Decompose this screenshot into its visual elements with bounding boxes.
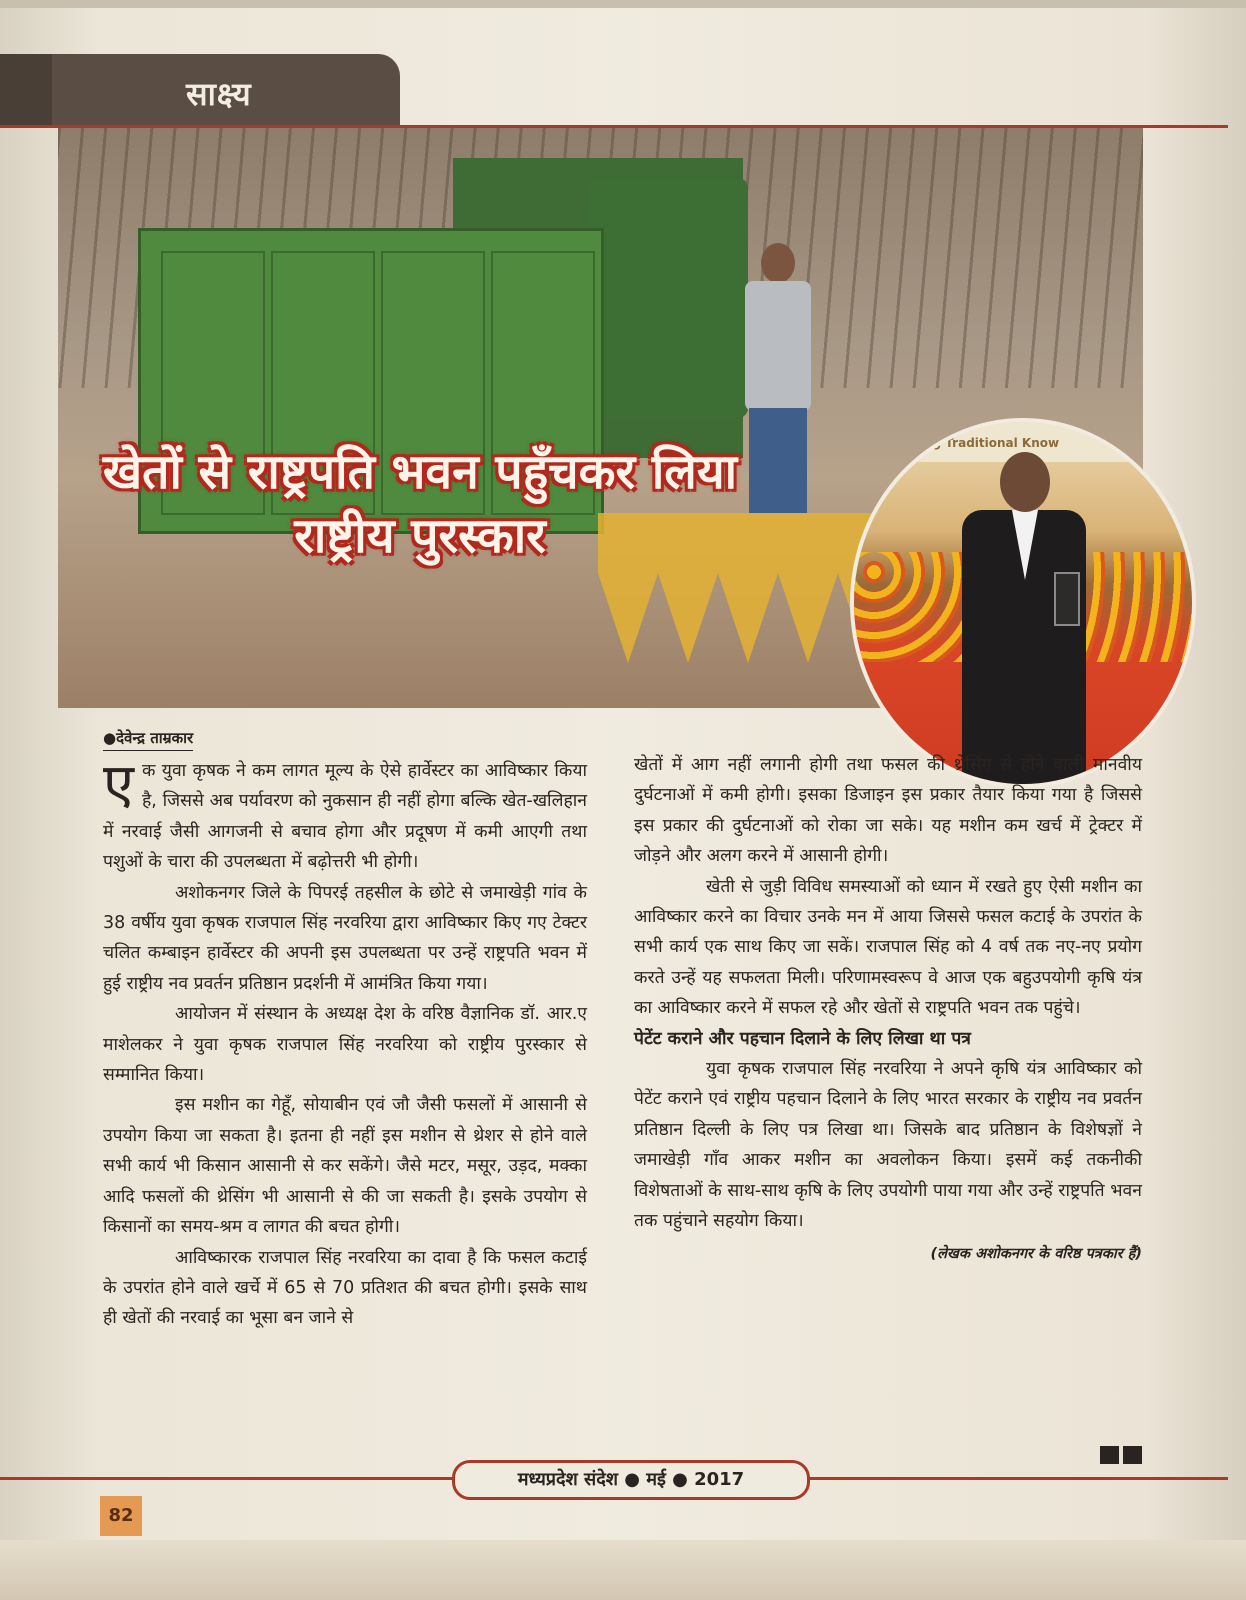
paragraph: आविष्कारक राजपाल सिंह नरवरिया का दावा है कि फसल कटाई के उपरांत होने वाले खर्चे में 65 से 70 प्रतिशत की बचत होगी। इसके साथ ही खेतों की नरवाई का भूसा बन जाने से: [103, 1247, 587, 1329]
farmer-head: [761, 243, 795, 283]
headline-line-1: खेतों से राष्ट्रपति भवन पहुँचकर लिया: [102, 444, 738, 500]
drop-cap: ए: [103, 752, 134, 817]
headline-line-2: राष्ट्रीय पुरस्कार: [294, 508, 546, 564]
author-note: (लेखक अशोकनगर के वरिष्ठ पत्रकार हैं): [930, 1245, 1142, 1262]
event-banner-text: ng Traditional Know: [924, 436, 1060, 450]
paragraph: [103, 752, 587, 878]
byline: ●देवेन्द्र ताम्रकार: [103, 728, 193, 751]
award-photo: [850, 418, 1196, 788]
paragraph: खेतों में आग नहीं लगानी होगी तथा फसल की थ्रेसिंग से होने वाली मानवीय दुर्घटनाओं में कमी होगी। इसका डिजाइन इस प्रकार तैयार किया गया है जिससे इस प्रकार की दुर्घटनाओं को रोका जा सके। यह मशीन कम खर्च में ट्रेक्टर में जोड़ने और अलग करने में आसानी होगी।: [634, 755, 1142, 867]
harvester-drum: [588, 178, 748, 418]
page-number: 82: [100, 1496, 142, 1536]
subheading: पेटेंट कराने और पहचान दिलाने के लिए लिखा था पत्र: [634, 1028, 971, 1049]
article-column-1: [103, 752, 587, 1334]
paragraph: युवा कृषक राजपाल सिंह नरवरिया ने अपने कृषि यंत्र आविष्कार को पेटेंट कराने एवं राष्ट्रीय पहचान दिलाने के लिए भारत सरकार के राष्ट्रीय नव प्रवर्तन प्रतिष्ठान दिल्ली के लिए पत्र लिखा था। जिसके बाद प्रतिष्ठान के विशेषज्ञों ने जमाखेड़ी गाँव आकर मशीन का अवलोकन किया। इसमें कई तकनीकी विशेषताओं के साथ-साथ कृषि के लिए उपयोगी पाया गया और उन्हें राष्ट्रपति भवन तक पहुंचाने सहयोग किया।: [634, 1059, 1142, 1232]
page-top-edge: [0, 0, 1246, 8]
end-mark-icon: [1100, 1446, 1146, 1464]
section-tab: [0, 54, 400, 128]
paragraph: इस मशीन का गेहूँ, सोयाबीन एवं जौ जैसी फसलों में आसानी से उपयोग किया जा सकता है। इतना ही नहीं इस मशीन से थ्रेशर से होने वाले सभी कार्य भी किसान आसानी से कर सकेंगे। जैसे मटर, मसूर, उड़द, मक्का आदि फसलों की थ्रेसिंग भी आसानी से की जा सकती है। इसके उपयोग से किसानों का समय-श्रम व लागत की बचत होगी।: [103, 1095, 587, 1238]
section-label: साक्ष्य: [186, 75, 252, 113]
paragraph: आयोजन में संस्थान के अध्यक्ष देश के वरिष्ठ वैज्ञानिक डॉ. आर.ए माशेलकर ने युवा कृषक राजपाल सिंह नरवरिया को राष्ट्रीय पुरस्कार से सम्मानित किया।: [103, 1004, 587, 1086]
awardee-figure: [944, 452, 1104, 782]
publication-footer: मध्यप्रदेश संदेश ● मई ● 2017: [452, 1460, 810, 1500]
awardee-head: [1000, 452, 1050, 512]
paragraph: खेती से जुड़ी विविध समस्याओं को ध्यान में रखते हुए ऐसी मशीन का आविष्कार करने का विचार उनके मन में आया जिससे फसल कटाई के उपरांत के सभी कार्य एक साथ किए जा सकें। राजपाल सिंह को 4 वर्ष तक नए-नए प्रयोग करते उन्हें यह सफलता मिली। परिणामस्वरूप वे आज एक बहुउपयोगी कृषि यंत्र का आविष्कार करने में सफल रहे और खेतों से राष्ट्रपति भवन तक पहुंचे।: [634, 876, 1142, 1019]
paragraph: अशोकनगर जिले के पिपरई तहसील के छोटे से जमाखेड़ी गांव के 38 वर्षीय युवा कृषक राजपाल सिंह नरवरिया द्वारा आविष्कार किए गए टेक्टर चलित कम्बाइन हार्वेस्टर की अपनी इस उपलब्धता पर उन्हें राष्ट्रपति भवन में हुई राष्ट्रीय नव प्रवर्तन प्रतिष्ठान प्रदर्शनी में आमंत्रित किया गया।: [103, 882, 587, 994]
headline: [60, 440, 780, 568]
paragraph-text: क युवा कृषक ने कम लागत मूल्य के ऐसे हार्वेस्टर का आविष्कार किया है, जिससे अब पर्यावरण को नुकसान ही नहीं होगा बल्कि खेत-खलिहान में नरवाई जैसी आगजनी से बचाव होगा और प्रदूषण में कमी आएगी तथा पशुओं के चारा की उपलब्धता में बढ़ोत्तरी भी होगी।: [103, 761, 587, 873]
article-column-2: [634, 750, 1142, 1269]
section-tab-stripe: [0, 54, 52, 128]
trophy-icon: [1054, 572, 1080, 626]
page-bottom-shade: [0, 1540, 1246, 1600]
farmer-shirt: [745, 281, 811, 411]
